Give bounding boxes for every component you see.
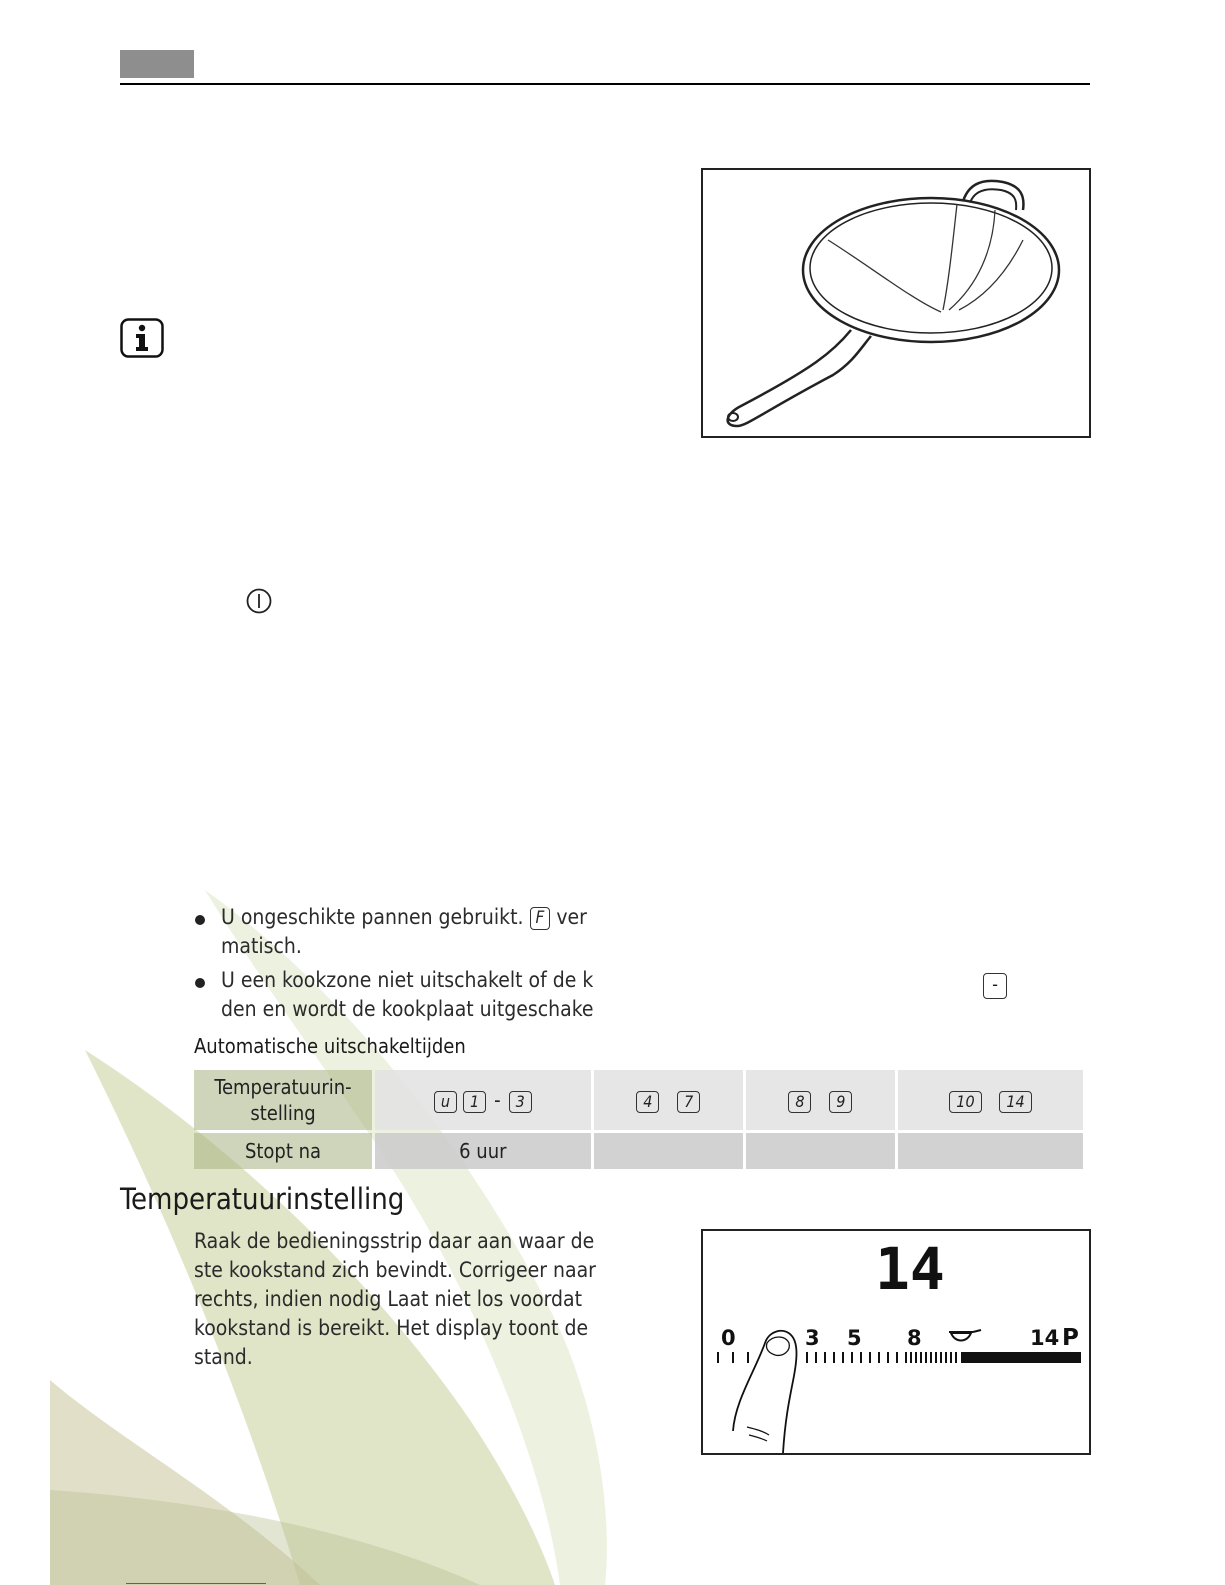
bottom-link-underline [126,1583,266,1584]
body-line: Raak de bedieningsstrip daar aan waar de [194,1229,595,1253]
body-line: stand. [194,1345,253,1369]
wok-pan-illustration [703,170,1089,436]
minus-key-icon: - [983,973,1007,999]
header-tab [120,50,194,78]
table-cell [594,1070,743,1130]
row-header-stops-after: Stopt na [194,1133,372,1169]
auto-switch-off-table [191,1067,1086,1172]
table-cell [898,1133,1083,1169]
list-item-text-cont: ver [556,905,587,929]
strip-label: 8 [907,1326,922,1350]
section-body [194,1227,614,1372]
list-item-line2: den en wordt de kookplaat uitgeschake [221,997,594,1021]
strip-bar [961,1352,1081,1363]
table-row [194,1070,1083,1130]
range-dash: - [494,1087,501,1112]
list-item-text: U een kookzone niet uitschakelt of de k [221,968,594,992]
level-symbol: 10 [949,1091,981,1113]
level-symbol: 7 [677,1091,700,1113]
row-header-temperature [194,1070,372,1130]
table-cell [375,1070,591,1130]
display-14 [875,1235,945,1303]
strip-label: P [1062,1325,1079,1351]
strip-label: 0 [721,1326,736,1350]
list-item [193,903,633,961]
strip-ticks [718,1352,956,1363]
level-symbol: 1 [463,1091,486,1113]
list-item-line2: matisch. [221,934,302,958]
pot-icon [949,1330,981,1341]
strip-label: 3 [805,1326,820,1350]
list-item [193,966,633,1024]
info-icon [120,318,164,358]
table-row [194,1133,1083,1169]
strip-label: 5 [847,1326,862,1350]
power-icon [246,588,272,614]
header-rule [120,83,1090,85]
level-symbol: 14 [999,1091,1031,1113]
body-line: ste kookstand zich bevindt. Corrigeer naar [194,1258,596,1282]
list-item-text: U ongeschikte pannen gebruikt. [221,905,524,929]
wok-illustration-frame [701,168,1091,438]
level-symbol: 3 [509,1091,532,1113]
table-cell [898,1070,1083,1130]
table-cell: 6 uur [375,1133,591,1169]
table-cell [746,1070,895,1130]
table-cell [746,1133,895,1169]
body-line: kookstand is bereikt. Het display toont de [194,1316,589,1340]
strip-label: 14 [1030,1326,1060,1350]
control-strip-svg [703,1231,1089,1453]
table-cell [594,1133,743,1169]
bullet-icon [195,978,205,988]
section-title: Temperatuurinstelling [120,1182,405,1216]
table-caption: Automatische uitschakeltijden [194,1034,466,1058]
power-level-display: 14 [875,1235,945,1303]
level-symbol: u [434,1091,457,1113]
control-strip-illustration [701,1229,1091,1455]
bullet-icon [195,915,205,925]
finger-icon [733,1331,797,1453]
level-symbol: 4 [636,1091,659,1113]
f-key-icon: F [530,907,551,930]
body-line: rechts, indien nodig Laat niet los voordat [194,1287,583,1311]
level-symbol: 9 [829,1091,852,1113]
level-symbol: 8 [788,1091,811,1113]
condition-list [193,903,633,1029]
row-header-text: Temperatuurin- stelling [214,1075,352,1125]
